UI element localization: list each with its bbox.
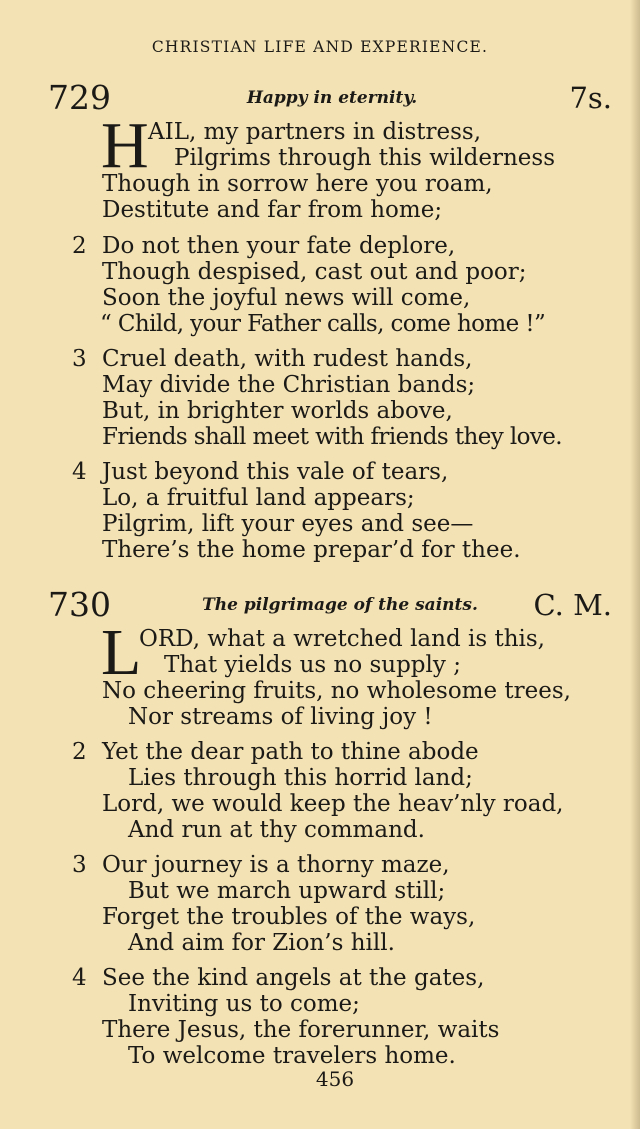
- hymn-line: “ Child, your Father calls, come home !”: [100, 311, 546, 337]
- hymn-line: Forget the troubles of the ways,: [102, 904, 476, 930]
- hymn-730-header: [0, 585, 640, 625]
- hymn-line: Do not then your fate deplore,: [102, 233, 456, 259]
- verse-number: 4: [72, 459, 87, 485]
- verse-number: 4: [72, 965, 87, 991]
- hymn-line: There’s the home prepar’d for thee.: [102, 537, 521, 563]
- hymn-line: Lies through this horrid land;: [128, 765, 473, 791]
- hymn-meter: 7s.: [569, 81, 612, 115]
- hymn-line: ORD, what a wretched land is this,: [139, 626, 545, 652]
- hymn-line: Pilgrims through this wilderness: [174, 145, 556, 171]
- page-edge-shadow: [630, 0, 640, 1129]
- hymn-line: And aim for Zion’s hill.: [128, 930, 395, 956]
- hymn-line: But, in brighter worlds above,: [102, 398, 453, 424]
- hymn-title: Happy in eternity.: [246, 88, 418, 108]
- hymn-line: No cheering fruits, no wholesome trees,: [102, 678, 571, 704]
- page-number: 456: [315, 1067, 355, 1091]
- hymn-line: Though despised, cast out and poor;: [102, 259, 527, 285]
- running-head: CHRISTIAN LIFE AND EXPERIENCE.: [151, 38, 489, 56]
- hymn-line: There Jesus, the forerunner, waits: [102, 1017, 500, 1043]
- hymn-line: Soon the joyful news will come,: [102, 285, 471, 311]
- hymn-line: Destitute and far from home;: [102, 197, 443, 223]
- hymn-line: Just beyond this vale of tears,: [102, 459, 449, 485]
- hymn-line: Our journey is a thorny maze,: [102, 852, 450, 878]
- verse-number: 2: [72, 233, 87, 259]
- hymn-line: Lo, a fruitful land appears;: [102, 485, 415, 511]
- hymn-title: The pilgrimage of the saints.: [202, 595, 478, 615]
- hymn-line: AIL, my partners in distress,: [148, 119, 482, 145]
- verse-number: 2: [72, 739, 87, 765]
- drop-cap: L: [101, 616, 142, 689]
- hymn-line: Nor streams of living joy !: [128, 704, 433, 730]
- hymn-line: See the kind angels at the gates,: [102, 965, 485, 991]
- hymn-number: 729: [48, 78, 111, 117]
- hymn-line: Yet the dear path to thine abode: [102, 739, 479, 765]
- verse-number: 3: [72, 852, 87, 878]
- hymn-line: Pilgrim, lift your eyes and see—: [102, 511, 474, 537]
- hymn-line: May divide the Christian bands;: [102, 372, 476, 398]
- hymn-line: Cruel death, with rudest hands,: [102, 346, 473, 372]
- hymn-line: Though in sorrow here you roam,: [102, 171, 493, 197]
- verse-number: 3: [72, 346, 87, 372]
- hymn-line: Inviting us to come;: [128, 991, 360, 1017]
- hymn-line: But we march upward still;: [128, 878, 446, 904]
- hymn-number: 730: [48, 585, 111, 624]
- hymn-line: Friends shall meet with friends they love.: [102, 424, 562, 450]
- hymn-line: To welcome travelers home.: [128, 1043, 456, 1069]
- drop-cap: H: [101, 109, 149, 182]
- hymn-line: And run at thy command.: [128, 817, 425, 843]
- hymn-line: Lord, we would keep the heav’nly road,: [102, 791, 564, 817]
- hymn-line: That yields us no supply ;: [164, 652, 461, 678]
- hymn-meter: C. M.: [533, 588, 612, 622]
- hymn-729-header: [0, 78, 640, 118]
